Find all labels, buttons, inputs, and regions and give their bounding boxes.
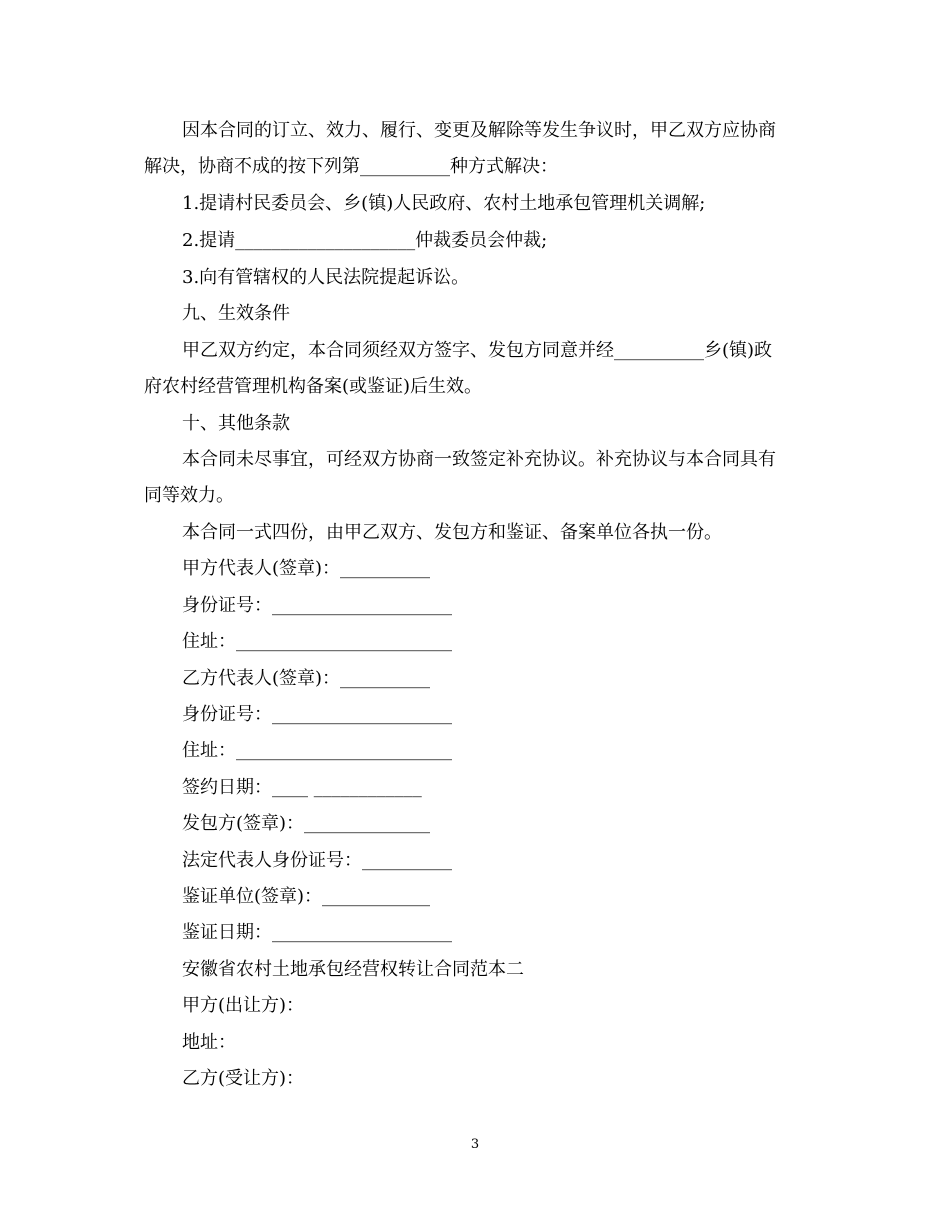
verification-unit-signature: 鉴证单位(签章)：____________ (182, 886, 431, 907)
paragraph-dispute-resolution: 因本合同的订立、效力、履行、变更及解除等发生争议时，甲乙双方应协商 (182, 120, 776, 141)
list-item-litigation: 3.向有管辖权的人民法院提起诉讼。 (182, 267, 470, 288)
party-b-id-number: 身份证号：____________________ (182, 704, 452, 725)
paragraph-dispute-resolution-cont: 解决，协商不成的按下列第__________种方式解决： (144, 156, 558, 177)
contractor-signature: 发包方(签章)：______________ (182, 813, 431, 834)
template-two-title: 安徽省农村土地承包经营权转让合同范本二 (182, 959, 524, 980)
list-item-arbitration: 2.提请____________________仲裁委员会仲裁; (182, 230, 548, 251)
party-b-representative-signature: 乙方代表人(签章)：__________ (182, 668, 431, 689)
party-a-id-number: 身份证号：____________________ (182, 595, 452, 616)
party-b-address: 住址：________________________ (182, 740, 452, 761)
party-a-transferor: 甲方(出让方)： (182, 995, 305, 1016)
paragraph-effective-conditions-cont: 府农村经营管理机构备案(或鉴证)后生效。 (144, 376, 483, 397)
verification-date: 鉴证日期：____________________ (182, 922, 452, 943)
section-heading-effective-conditions: 九、生效条件 (182, 303, 290, 324)
paragraph-supplementary-agreement: 本合同未尽事宜，可经双方协商一致签定补充协议。补充协议与本合同具有 (182, 449, 776, 470)
list-item-mediation: 1.提请村民委员会、乡(镇)人民政府、农村土地承包管理机关调解; (182, 193, 706, 214)
paragraph-supplementary-agreement-cont: 同等效力。 (144, 485, 234, 506)
legal-representative-id-number: 法定代表人身份证号：__________ (182, 850, 452, 871)
section-heading-other-terms: 十、其他条款 (182, 413, 290, 434)
party-a-address: 住址：________________________ (182, 631, 452, 652)
party-a-representative-signature: 甲方代表人(签章)：__________ (182, 558, 431, 579)
paragraph-effective-conditions: 甲乙双方约定，本合同须经双方签字、发包方同意并经__________乡(镇)政 (182, 340, 773, 361)
party-b-transferee: 乙方(受让方)： (182, 1068, 305, 1089)
page-number: 3 (470, 1137, 480, 1152)
party-a-transferor-address: 地址： (182, 1032, 236, 1053)
signing-date: 签约日期：____ ____________ (182, 777, 422, 798)
paragraph-copies: 本合同一式四份，由甲乙双方、发包方和鉴证、备案单位各执一份。 (182, 522, 722, 543)
